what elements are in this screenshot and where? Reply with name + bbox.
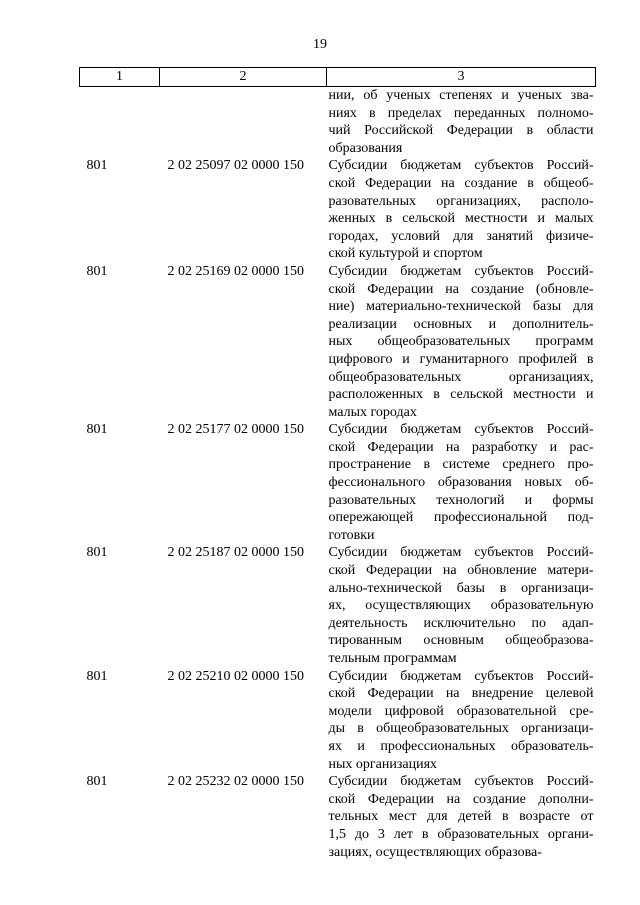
table-row <box>80 421 596 544</box>
cell-description <box>327 544 596 667</box>
cell-description <box>327 157 596 263</box>
table-row <box>80 668 596 774</box>
cell-income-code: 2 02 25210 02 0000 150 <box>167 668 304 684</box>
cell-admin-code: 801 <box>86 668 108 684</box>
description-line: разовательных организациях, располо- <box>328 193 594 209</box>
cell-admin-code: 801 <box>86 545 108 561</box>
description-line: Субсидии бюджетам субъектов Россий- <box>328 774 594 790</box>
cell-income-code: 2 02 25177 02 0000 150 <box>167 422 304 438</box>
cell-income-code: 2 02 25097 02 0000 150 <box>167 158 304 174</box>
description-line: расположенных в сельской местности и <box>328 387 594 403</box>
continuation-row <box>80 87 596 158</box>
description-line: тельных мест для детей в возрасте от <box>328 809 594 825</box>
table-header-row <box>80 68 596 87</box>
table-row <box>80 157 596 263</box>
description-line: готовки <box>328 527 375 543</box>
description-line: модели цифровой образовательной сре- <box>328 703 594 719</box>
cell-description <box>327 773 596 861</box>
description-line: общеобразовательных организациях, <box>328 369 594 385</box>
description-line: ние) материально-технической базы для <box>328 299 594 315</box>
description-line: малых городах <box>328 404 417 420</box>
cell-income-code: 2 02 25187 02 0000 150 <box>167 545 304 561</box>
description-line: тельным программам <box>328 651 457 666</box>
description-line: ниях в пределах переданных полномо- <box>328 105 594 121</box>
description-line: Субсидии бюджетам субъектов Россий- <box>328 668 594 684</box>
description-line: фессионального образования новых об- <box>328 475 594 491</box>
description-line: Субсидии бюджетам субъектов Россий- <box>328 158 594 174</box>
description-line: цифрового и гуманитарного профилей в <box>328 351 594 367</box>
description-line: ской Федерации на создание дополни- <box>328 791 594 807</box>
cell-income-code <box>160 87 327 158</box>
cell-description <box>327 87 596 158</box>
description-line: ской Федерации на обновление матери- <box>328 563 594 579</box>
table-row <box>80 773 596 861</box>
description-line: чий Российской Федерации в области <box>328 123 594 139</box>
description-line: ской Федерации на разработку и рас- <box>328 439 594 455</box>
description-line: Субсидии бюджетам субъектов Россий- <box>328 422 594 438</box>
description-line: городах, условий для занятий физиче- <box>328 228 594 244</box>
cell-description <box>327 263 596 421</box>
description-line: реализации основных и дополнитель- <box>328 316 594 332</box>
description-line: ской культурой и спортом <box>328 246 483 262</box>
description-line: ской Федерации на создание (обновле- <box>328 281 594 297</box>
description-line: деятельность исключительно по адап- <box>328 615 594 631</box>
page-number: 19 <box>313 37 327 52</box>
description-line: тированным основным общеобразова- <box>328 633 594 649</box>
description-line: зациях, осуществляющих образова- <box>328 844 542 860</box>
cell-description <box>327 668 596 774</box>
column-header-3: 3 <box>327 68 596 87</box>
cell-admin-code: 801 <box>86 774 108 790</box>
column-header-1: 1 <box>80 68 160 87</box>
description-line: 1,5 до 3 лет в образовательных органи- <box>328 826 594 842</box>
budget-codes-table <box>79 67 596 861</box>
description-line: опережающей профессиональной под- <box>328 510 594 526</box>
description-line: нии, об ученых степенях и ученых зва- <box>328 88 594 103</box>
description-line: ально-технической базы в организаци- <box>328 580 594 596</box>
description-line: разовательных технологий и формы <box>328 492 594 508</box>
description-line: Субсидии бюджетам субъектов Россий- <box>328 545 594 561</box>
cell-income-code: 2 02 25169 02 0000 150 <box>167 263 304 279</box>
description-line: ных общеобразовательных программ <box>328 334 594 350</box>
table-row <box>80 263 596 421</box>
cell-description <box>327 421 596 544</box>
column-header-2: 2 <box>160 68 327 87</box>
description-line: ской Федерации на внедрение целевой <box>328 686 594 702</box>
description-line: ской Федерации на создание в общеоб- <box>328 175 594 191</box>
description-line: ды в общеобразовательных организаци- <box>328 721 594 737</box>
description-line: Субсидии бюджетам субъектов Россий- <box>328 263 594 279</box>
description-line: пространение в системе среднего про- <box>328 457 594 473</box>
cell-admin-code <box>80 87 160 158</box>
description-line: ях и профессиональных образователь- <box>328 738 594 754</box>
description-line: ях, осуществляющих образовательную <box>328 598 594 614</box>
cell-admin-code: 801 <box>86 158 108 174</box>
description-line: женных в сельской местности и малых <box>328 211 594 227</box>
cell-admin-code: 801 <box>86 422 108 438</box>
description-line: ных организациях <box>328 756 438 772</box>
cell-income-code: 2 02 25232 02 0000 150 <box>167 774 304 790</box>
description-line: образования <box>328 140 403 156</box>
cell-admin-code: 801 <box>86 263 108 279</box>
table-row <box>80 544 596 667</box>
